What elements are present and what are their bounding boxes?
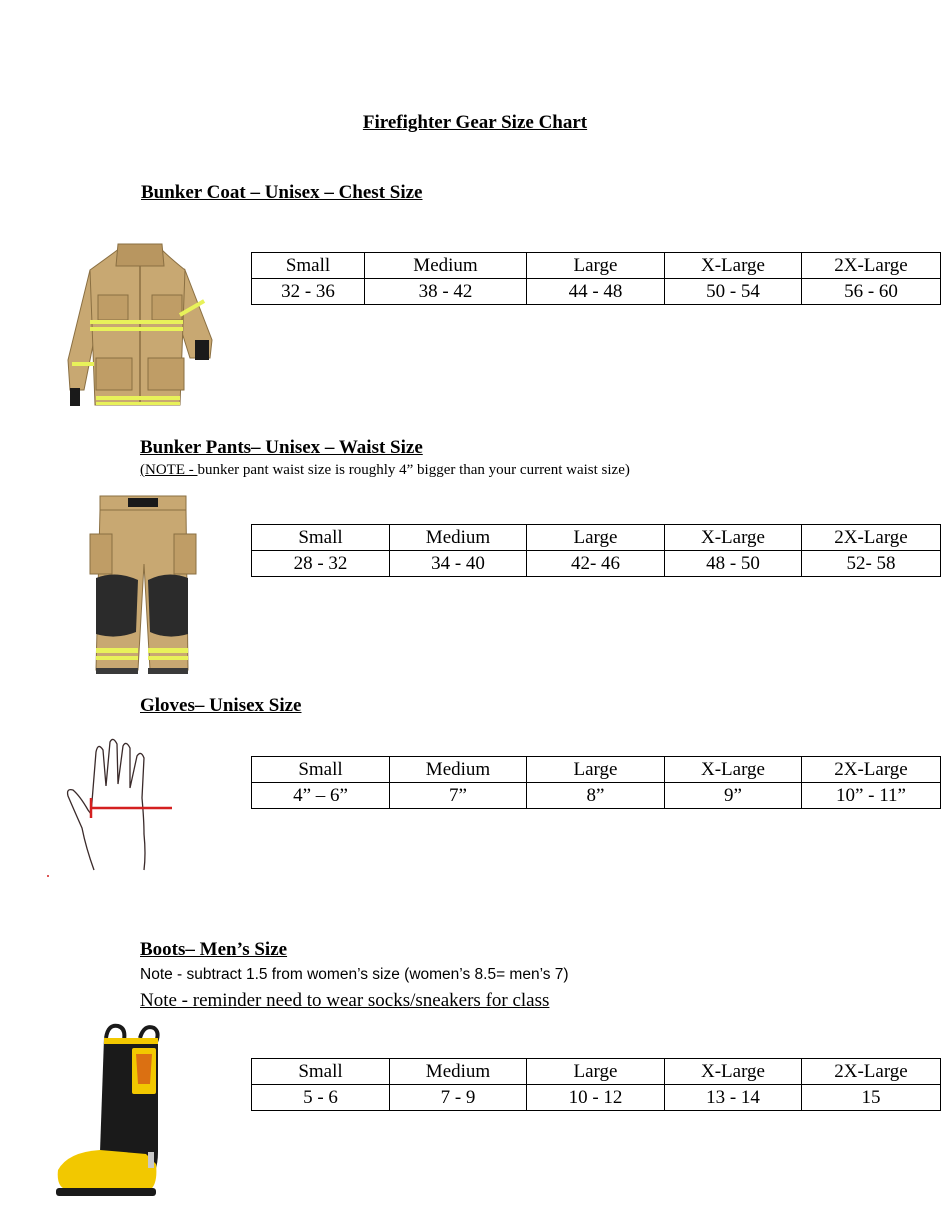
size-value: 7 - 9 bbox=[390, 1085, 527, 1111]
boots-size-table bbox=[251, 1058, 941, 1111]
boots-reminder: Note - reminder need to wear socks/sneakers for class bbox=[140, 990, 550, 1011]
table-row bbox=[252, 279, 941, 305]
boots-note: Note - subtract 1.5 from women’s size (women’s 8.5= men’s 7) bbox=[140, 966, 569, 983]
size-label: X-Large bbox=[665, 757, 802, 783]
boot-image bbox=[54, 1024, 164, 1198]
size-value: 52- 58 bbox=[802, 551, 941, 577]
size-label: 2X-Large bbox=[802, 1059, 941, 1085]
size-label: Large bbox=[527, 525, 665, 551]
size-value: 7” bbox=[390, 783, 527, 809]
glove-measure-image bbox=[46, 738, 176, 878]
size-label: Large bbox=[527, 1059, 665, 1085]
size-value: 8” bbox=[527, 783, 665, 809]
size-label: Small bbox=[252, 525, 390, 551]
size-value: 9” bbox=[665, 783, 802, 809]
size-label: 2X-Large bbox=[802, 757, 941, 783]
gloves-size-table bbox=[251, 756, 941, 809]
size-label: Medium bbox=[390, 757, 527, 783]
coat-size-table bbox=[251, 252, 941, 305]
size-label: Small bbox=[252, 1059, 390, 1085]
size-label: Medium bbox=[390, 525, 527, 551]
pants-heading: Bunker Pants– Unisex – Waist Size bbox=[140, 437, 423, 458]
size-label: X-Large bbox=[665, 525, 802, 551]
pants-size-table bbox=[251, 524, 941, 577]
size-value: 28 - 32 bbox=[252, 551, 390, 577]
size-label: Medium bbox=[390, 1059, 527, 1085]
bunker-pants-image bbox=[88, 494, 196, 678]
size-value: 4” – 6” bbox=[252, 783, 390, 809]
table-row bbox=[252, 757, 941, 783]
size-label: X-Large bbox=[665, 1059, 802, 1085]
size-value: 38 - 42 bbox=[365, 279, 527, 305]
size-value: 5 - 6 bbox=[252, 1085, 390, 1111]
table-row bbox=[252, 253, 941, 279]
size-label: Small bbox=[252, 253, 365, 279]
pants-note bbox=[140, 462, 630, 479]
size-value: 56 - 60 bbox=[802, 279, 941, 305]
size-value: 32 - 36 bbox=[252, 279, 365, 305]
table-row bbox=[252, 783, 941, 809]
size-value: 44 - 48 bbox=[527, 279, 665, 305]
pants-note-text: bunker pant waist size is roughly 4” bigger than your current waist size) bbox=[197, 462, 630, 478]
size-label: 2X-Large bbox=[802, 253, 941, 279]
bunker-coat-image bbox=[60, 240, 220, 410]
boots-heading: Boots– Men’s Size bbox=[140, 939, 288, 960]
gloves-heading: Gloves– Unisex Size bbox=[140, 695, 302, 716]
size-value: 50 - 54 bbox=[665, 279, 802, 305]
pants-note-prefix: (NOTE - bbox=[140, 462, 198, 478]
size-label: 2X-Large bbox=[802, 525, 941, 551]
size-value: 48 - 50 bbox=[665, 551, 802, 577]
table-row bbox=[252, 525, 941, 551]
size-value: 42- 46 bbox=[527, 551, 665, 577]
size-value: 13 - 14 bbox=[665, 1085, 802, 1111]
size-label: Large bbox=[527, 253, 665, 279]
page-title: Firefighter Gear Size Chart bbox=[362, 112, 588, 133]
table-row bbox=[252, 551, 941, 577]
coat-heading: Bunker Coat – Unisex – Chest Size bbox=[141, 182, 423, 203]
size-value: 10 - 12 bbox=[527, 1085, 665, 1111]
size-label: Medium bbox=[365, 253, 527, 279]
size-value: 10” - 11” bbox=[802, 783, 941, 809]
table-row bbox=[252, 1059, 941, 1085]
size-label: X-Large bbox=[665, 253, 802, 279]
size-value: 34 - 40 bbox=[390, 551, 527, 577]
size-value: 15 bbox=[802, 1085, 941, 1111]
size-label: Small bbox=[252, 757, 390, 783]
table-row bbox=[252, 1085, 941, 1111]
size-label: Large bbox=[527, 757, 665, 783]
